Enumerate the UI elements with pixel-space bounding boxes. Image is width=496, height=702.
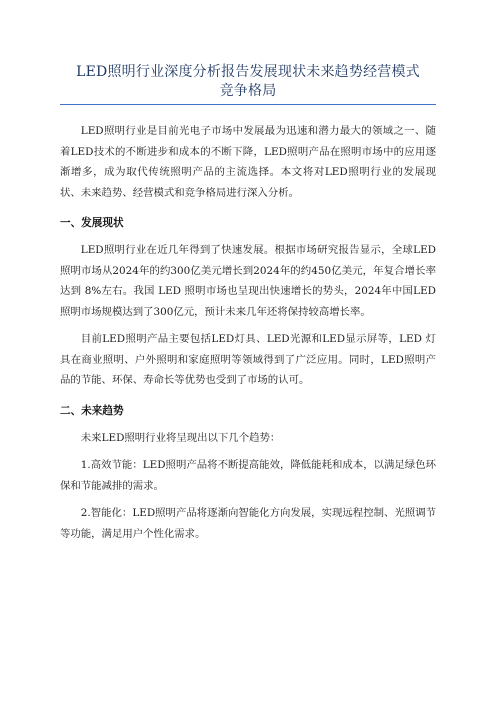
section1-paragraph-1: LED照明行业在近几年得到了快速发展。根据市场研究报告显示，全球LED照明市场从2024年的约300亿美元增长到2024年的约450亿美元，年复合增长率达到 8%左右。我国 LED 照明市场也呈现出快速增长的势头，2024年中国LED照明市场规模达到了300亿元，预计未来几年还将保持较高增长率。 — [60, 244, 436, 318]
document-title — [60, 63, 436, 101]
trend-item-1: 1.高效节能：LED照明产品将不断提高能效，降低能耗和成本，以满足绿色环保和节能减排的需求。 — [60, 459, 436, 492]
section-heading-future-trends: 二、未来趋势 — [60, 404, 124, 417]
section2-intro: 未来LED照明行业将呈现出以下几个趋势： — [80, 431, 281, 444]
section1-paragraph-2: 目前LED照明产品主要包括LED灯具、LED光源和LED显示屏等，LED 灯具在商业照明、户外照明和家庭照明等领域得到了广泛应用。同时，LED照明产品的节能、环保、寿命长等优势也受到了市场的认可。 — [60, 333, 436, 386]
title-line-2: 竞争格局 — [219, 83, 277, 99]
section-heading-development-status: 一、发展现状 — [60, 217, 124, 229]
title-line-1: LED照明行业深度分析报告发展现状未来趋势经营模式 — [76, 64, 420, 80]
trend-item-2: 2.智能化：LED照明产品将逐渐向智能化方向发展，实现远程控制、光照调节等功能，满足用户个性化需求。 — [60, 507, 436, 540]
intro-paragraph: LED照明行业是目前光电子市场中发展最为迅速和潜力最大的领域之一、随着LED技术的不断进步和成本的不断下降，LED照明产品在照明市场中的应用逐渐增多，成为取代传统照明产品的主流选择。本文将对LED照明行业的发展现状、未来趋势、经营模式和竞争格局进行深入分析。 — [60, 125, 436, 199]
title-underline — [60, 104, 436, 105]
